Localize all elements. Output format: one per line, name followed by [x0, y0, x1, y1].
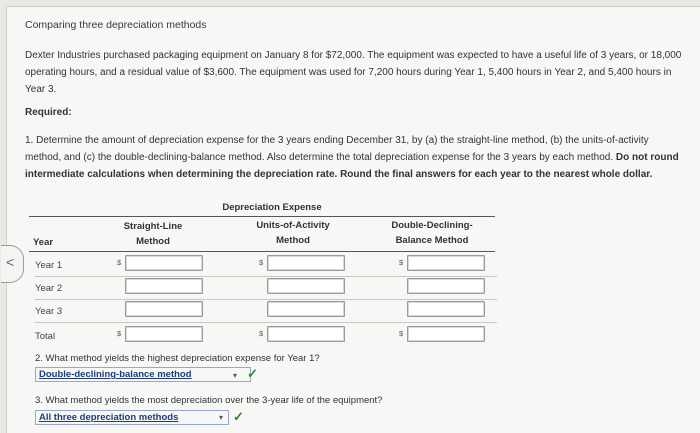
question-2: 2. What method yields the highest depreciation expense for Year 1?	[35, 353, 320, 364]
input-straight-line-year-1[interactable]	[125, 255, 203, 271]
chevron-down-icon[interactable]: ▾	[219, 413, 224, 422]
q2-answer-text: Double-declining-balance method	[39, 369, 192, 380]
col-straight-line-subtitle: Method	[136, 236, 170, 247]
currency-sign: $	[117, 329, 122, 338]
q2-answer-select[interactable]	[35, 367, 251, 382]
check-icon: ✓	[233, 409, 244, 424]
chevron-down-icon[interactable]: ▾	[233, 371, 238, 380]
input-straight-line-year-3[interactable]	[125, 301, 203, 317]
header-top-rule	[29, 216, 495, 217]
problem-statement: Dexter Industries purchased packaging equipment on January 8 for $72,000. The equipment was expected to have a useful life of 3 years, or 18,000 operating hours, and a residual value of $3,600. The equipment was used for 7,200 hours during Year 1, 5,400 hours in Year 2, and 5,400 hours in Year 3.	[25, 50, 682, 95]
currency-sign: $	[259, 329, 264, 338]
row-label-total: Total	[35, 331, 56, 342]
row-divider	[35, 276, 497, 277]
page-title: Comparing three depreciation methods	[25, 19, 207, 31]
input-straight-line-total[interactable]	[125, 326, 203, 342]
part1-instructions	[25, 132, 685, 183]
col-units-activity-title: Units-of-Activity	[256, 220, 330, 231]
row-divider	[35, 299, 497, 300]
input-units-activity-year-3[interactable]	[267, 301, 345, 317]
col-ddb-subtitle: Balance Method	[395, 235, 469, 246]
currency-sign: $	[399, 329, 404, 338]
chevron-left-icon: <	[6, 254, 15, 270]
input-ddb-year-3[interactable]	[407, 301, 485, 317]
row-label-year-2: Year 2	[35, 283, 63, 294]
col-year-header: Year	[33, 237, 54, 248]
input-ddb-year-1[interactable]	[407, 255, 485, 271]
input-ddb-year-2[interactable]	[407, 278, 485, 294]
question-3: 3. What method yields the most depreciation over the 3-year life of the equipment?	[35, 395, 383, 406]
input-units-activity-total[interactable]	[267, 326, 345, 342]
part1-bold-text: Do not round intermediate calculations when determining the depreciation rate. Round the final answers for each year to the nearest whole dollar.	[25, 152, 679, 180]
input-ddb-total[interactable]	[407, 326, 485, 342]
check-icon: ✓	[247, 366, 258, 381]
col-straight-line-title: Straight-Line	[123, 221, 183, 232]
currency-sign: $	[117, 258, 122, 267]
col-units-activity-subtitle: Method	[276, 235, 310, 246]
input-units-activity-year-2[interactable]	[267, 278, 345, 294]
col-ddb-title: Double-Declining-	[391, 220, 473, 231]
q3-answer-select[interactable]	[35, 410, 229, 425]
part1-text: 1. Determine the amount of depreciation expense for the 3 years ending December 31, by (a) the straight-line method, (b) the units-of-activity method, and (c) the double-declining-balance method. Also determine the total depreciation expense for the 3 years by each method.	[25, 135, 649, 163]
row-label-year-3: Year 3	[35, 306, 63, 317]
input-straight-line-year-2[interactable]	[125, 278, 203, 294]
row-divider	[35, 322, 497, 323]
depreciation-expense-header: Depreciation Expense	[222, 202, 322, 213]
q3-answer-text: All three depreciation methods	[39, 412, 179, 423]
header-bottom-rule	[29, 251, 495, 252]
input-units-activity-year-1[interactable]	[267, 255, 345, 271]
problem-page	[6, 6, 700, 433]
currency-sign: $	[399, 258, 404, 267]
required-label: Required:	[25, 107, 72, 118]
currency-sign: $	[259, 258, 264, 267]
collapse-tab-button[interactable]	[1, 245, 24, 283]
row-label-year-1: Year 1	[35, 260, 63, 271]
